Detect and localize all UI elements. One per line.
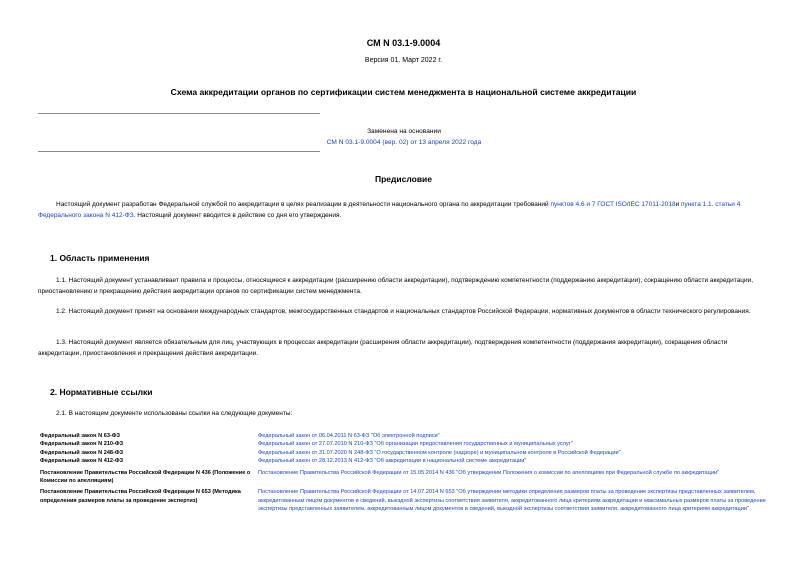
reference-name: Федеральный закон N 63-ФЗ [40, 433, 121, 439]
references-table [38, 432, 770, 514]
divider-left-bottom [38, 151, 320, 152]
table-row [38, 440, 770, 448]
document-title: Схема аккредитации органов по сертификации систем менеджмента в национальной системе аккредитации [170, 87, 637, 97]
reference-link[interactable]: Федеральный закон от 27.07.2010 N 210-ФЗ "Об организации предоставления государственных и муниципальных услуг" [258, 441, 573, 448]
reference-name: Федеральный закон N 412-ФЗ [40, 458, 124, 465]
table-row [38, 469, 770, 489]
reference-link[interactable]: Федеральный закон от 06.04.2011 N 63-ФЗ "Об электронной подписи" [258, 433, 440, 439]
preface-heading: Предисловие [374, 174, 433, 184]
preface-text-1: Настоящий документ разработан Федеральной службой по аккредитации в целях реализации в деятельности национального органа по аккредитации требований [56, 201, 551, 208]
table-row [38, 449, 770, 457]
section-2-heading: 2. Нормативные ссылки [50, 387, 153, 397]
gost-link[interactable]: пунктов 4.6 и 7 ГОСТ ISO/IEC 17011-2018 [550, 201, 676, 208]
section-1-paragraph-3: 1.3. Настоящий документ является обязательным для лиц, участвующих в процессах аккредитации (расширения области аккредитации), подтверждения компетентности (поддержания аккредитации), сокращения области аккредитации, приостановления и прекращения действия аккредитации. [38, 339, 728, 357]
replacement-link[interactable]: СМ N 03.1-9.0004 (вер. 02) от 13 апреля 2022 года [326, 139, 482, 146]
preface-text-2: и [675, 201, 682, 208]
reference-link[interactable]: Постановление Правительства Российской Федерации от 15.05.2014 N 436 "Об утверждении Положения о комиссии по апелляциям при Федеральной службе по аккредитации" [258, 469, 720, 476]
preface-text-3: . Настоящий документ вводится в действие со дня его утверждения. [133, 212, 342, 219]
section-1-heading: 1. Область применения [50, 253, 150, 263]
reference-link[interactable]: Федеральный закон от 28.12.2013 N 412-ФЗ "Об аккредитации в национальной системе аккредитации" [258, 458, 527, 465]
replacement-block [300, 126, 508, 148]
reference-link[interactable]: Федеральный закон от 31.07.2020 N 248-ФЗ "О государственном контроле (надзоре) и муниципальном контроле в Российской Федерации" [258, 449, 621, 456]
document-version: Версия 01. Март 2022 г. [364, 57, 443, 64]
federal-law-link[interactable]: пункта 1.1. статьи 4 Федерального закона N 412-ФЗ [38, 201, 741, 219]
reference-name: Федеральный закон N 210-ФЗ [40, 441, 124, 448]
section-2-intro: 2.1. В настоящем документе использованы ссылки на следующие документы: [56, 410, 293, 417]
preface-paragraph [38, 199, 770, 221]
reference-name: Федеральный закон N 248-ФЗ [40, 449, 124, 456]
reference-name: Постановление Правительства Российской Федерации N 436 (Положение о Комиссии по апелляциям) [40, 469, 251, 485]
table-row [38, 432, 770, 440]
section-1-paragraph-2: 1.2. Настоящий документ принят на основании международных стандартов, межгосударственных стандартов и национальных стандартов Российской Федерации, нормативных документов в области технического регулирования. [56, 308, 751, 315]
section-1-paragraph-1: 1.1. Настоящий документ устанавливает правила и процессы, относящиеся к аккредитации (расширению области аккредитации), подтверждению компетентности (поддержанию аккредитации), сокращению области аккредитации, приостановлению и прекращению действия аккредитации органов по сертификации систем менеджмента. [38, 277, 754, 295]
reference-name: Постановление Правительства Российской Федерации N 653 (Методика определения размеров платы за проведение экспертиз) [40, 489, 241, 504]
document-code: СМ N 03.1-9.0004 [366, 38, 441, 48]
table-row [38, 488, 770, 513]
divider-left-top [38, 113, 320, 114]
reference-link[interactable]: Постановление Правительства Российской Федерации от 14.07.2014 N 653 "Об утверждении методики определения размеров платы за проведение экспертизы представленных заявителем, аккредитованным лицом документов и сведений, выездной экспертизы соответствия заявителя, аккредитованного лица критериям аккредитации и максимальных размеров платы за проведение экспертизы представленных заявителем, аккредитованным лицом документов и сведений, выездной экспертизы соответствия заявителя, аккредитованного лица критериям аккредитации" [258, 489, 766, 513]
replacement-label: Заменена на основании [367, 128, 441, 135]
table-row [38, 457, 770, 468]
